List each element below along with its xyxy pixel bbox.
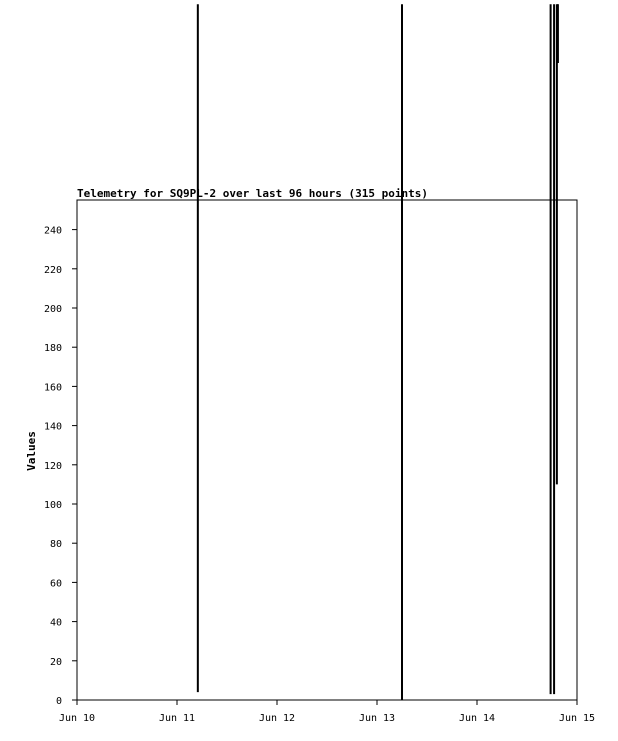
chart-title: Telemetry for SQ9PL-2 over last 96 hours (315 points) <box>77 187 428 200</box>
y-tick-label: 80 <box>49 539 62 551</box>
y-tick-label: 120 <box>43 460 62 472</box>
y-tick-label: 240 <box>43 225 62 237</box>
x-tick-label: Jun 12 <box>258 713 296 724</box>
x-tick-label: Jun 10 <box>58 713 96 724</box>
y-tick-label: 140 <box>43 421 62 433</box>
x-axis <box>59 700 595 724</box>
series-group <box>198 4 558 700</box>
plot-area-frame <box>77 200 577 700</box>
x-tick-label: Jun 14 <box>458 713 496 724</box>
y-tick-label: 220 <box>43 264 62 276</box>
y-tick-label: 60 <box>49 578 62 590</box>
y-tick-label: 20 <box>49 656 62 668</box>
x-tick-label: Jun 15 <box>558 713 596 724</box>
y-tick-label: 200 <box>43 304 62 315</box>
y-axis <box>44 226 77 707</box>
y-axis-label: Values <box>25 431 38 471</box>
y-tick-label: 100 <box>43 500 62 511</box>
x-tick-label: Jun 13 <box>358 713 396 724</box>
y-tick-label: 0 <box>55 696 62 707</box>
y-tick-label: 40 <box>49 617 62 629</box>
x-tick-label: Jun 11 <box>158 713 196 724</box>
y-tick-label: 160 <box>43 382 62 394</box>
y-tick-label: 180 <box>43 343 62 355</box>
